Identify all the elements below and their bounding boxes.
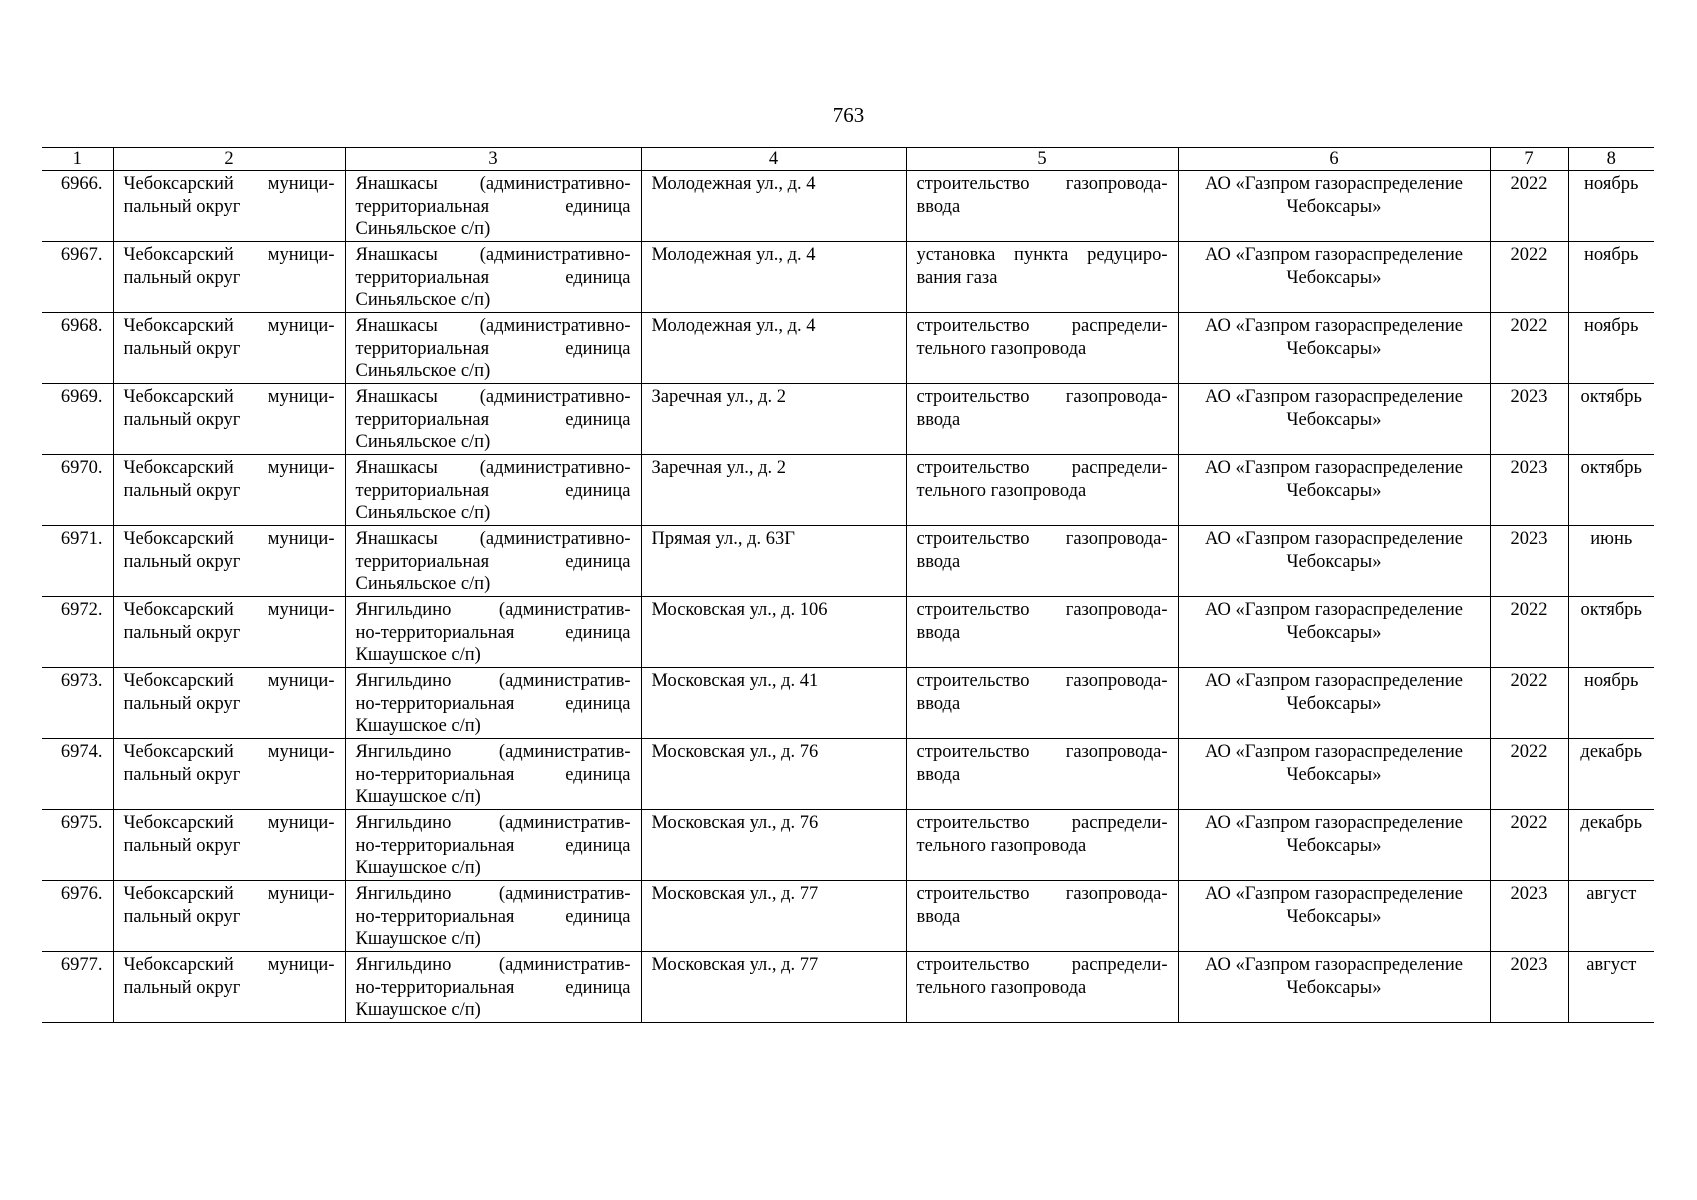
table-row: [42, 810, 1654, 881]
district-line-1: Чебоксарский муници-: [123, 955, 335, 975]
settlement-line-3: Кшаушское с/п): [355, 858, 481, 878]
district-line-1: Чебоксарский муници-: [123, 316, 335, 336]
district-line-1: Чебоксарский муници-: [123, 458, 335, 478]
address-cell: [641, 384, 906, 455]
organization-cell: [1178, 526, 1490, 597]
year-cell: [1490, 881, 1568, 952]
row-number-cell: [42, 810, 113, 881]
column-header: 2: [113, 148, 345, 171]
settlement-line-3: Синьяльское с/п): [355, 432, 491, 452]
year-cell: [1490, 739, 1568, 810]
row-number: 6974.: [60, 742, 103, 762]
gasification-table: [42, 147, 1654, 1023]
address-text: Московская ул., д. 77: [651, 955, 819, 975]
organization-line-1: АО «Газпром газораспределение: [1205, 458, 1463, 478]
row-number-cell: [42, 455, 113, 526]
column-header: 7: [1490, 148, 1568, 171]
row-number-cell: [42, 952, 113, 1023]
organization-cell: [1178, 597, 1490, 668]
table-row: [42, 384, 1654, 455]
organization-cell: [1178, 384, 1490, 455]
address-cell: [641, 810, 906, 881]
district-line-2: пальный округ: [123, 409, 241, 430]
column-header: 3: [345, 148, 641, 171]
column-header: 1: [42, 148, 113, 171]
district-line-2: пальный округ: [123, 906, 241, 927]
district-line-2: пальный округ: [123, 480, 241, 501]
work-type-cell: [906, 668, 1178, 739]
month-cell: [1568, 242, 1654, 313]
column-header: 4: [641, 148, 906, 171]
year-text: 2023: [1510, 955, 1548, 975]
organization-line-2: Чебоксары»: [1286, 764, 1382, 785]
organization-line-1: АО «Газпром газораспределение: [1205, 174, 1463, 194]
settlement-line-2: но-территориальная единица: [355, 906, 631, 927]
organization-cell: [1178, 171, 1490, 242]
column-number-row: [42, 148, 1654, 171]
year-cell: [1490, 668, 1568, 739]
organization-line-2: Чебоксары»: [1286, 906, 1382, 927]
year-text: 2022: [1510, 742, 1548, 762]
address-cell: [641, 739, 906, 810]
month-text: август: [1586, 955, 1637, 975]
table-row: [42, 668, 1654, 739]
settlement-cell: [345, 526, 641, 597]
table-row: [42, 526, 1654, 597]
work-type-line-1: строительство газопровода-: [916, 174, 1168, 194]
settlement-cell: [345, 171, 641, 242]
row-number-cell: [42, 313, 113, 384]
page-number: 763: [832, 103, 865, 127]
organization-line-2: Чебоксары»: [1286, 977, 1382, 998]
settlement-line-2: но-территориальная единица: [355, 835, 631, 856]
organization-line-1: АО «Газпром газораспределение: [1205, 600, 1463, 620]
organization-line-1: АО «Газпром газораспределение: [1205, 742, 1463, 762]
district-line-2: пальный округ: [123, 977, 241, 998]
year-cell: [1490, 313, 1568, 384]
organization-cell: [1178, 668, 1490, 739]
organization-line-1: АО «Газпром газораспределение: [1205, 884, 1463, 904]
settlement-line-1: Янашкасы (административно-: [355, 458, 631, 478]
address-text: Заречная ул., д. 2: [651, 387, 786, 407]
settlement-line-1: Янгильдино (административ-: [355, 600, 631, 620]
settlement-line-3: Синьяльское с/п): [355, 219, 491, 239]
organization-cell: [1178, 810, 1490, 881]
settlement-cell: [345, 881, 641, 952]
work-type-line-1: строительство распредели-: [916, 955, 1168, 975]
settlement-line-2: но-территориальная единица: [355, 693, 631, 714]
settlement-line-2: территориальная единица: [355, 338, 631, 359]
month-text: август: [1586, 884, 1637, 904]
district-line-2: пальный округ: [123, 551, 241, 572]
address-text: Молодежная ул., д. 4: [651, 245, 816, 265]
address-text: Заречная ул., д. 2: [651, 458, 786, 478]
settlement-line-2: но-территориальная единица: [355, 764, 631, 785]
organization-line-1: АО «Газпром газораспределение: [1205, 387, 1463, 407]
organization-cell: [1178, 242, 1490, 313]
district-line-2: пальный округ: [123, 835, 241, 856]
month-text: декабрь: [1580, 813, 1643, 833]
work-type-cell: [906, 597, 1178, 668]
year-cell: [1490, 526, 1568, 597]
settlement-line-2: территориальная единица: [355, 551, 631, 572]
settlement-line-2: территориальная единица: [355, 267, 631, 288]
work-type-cell: [906, 526, 1178, 597]
work-type-cell: [906, 881, 1178, 952]
row-number: 6972.: [60, 600, 103, 620]
column-header: 6: [1178, 148, 1490, 171]
district-line-1: Чебоксарский муници-: [123, 387, 335, 407]
settlement-line-3: Кшаушское с/п): [355, 1000, 481, 1020]
row-number: 6975.: [60, 813, 103, 833]
organization-line-2: Чебоксары»: [1286, 551, 1382, 572]
table-row: [42, 171, 1654, 242]
settlement-line-2: территориальная единица: [355, 196, 631, 217]
work-type-line-2: тельного газопровода: [916, 835, 1087, 856]
organization-line-2: Чебоксары»: [1286, 835, 1382, 856]
district-cell: [113, 810, 345, 881]
year-cell: [1490, 455, 1568, 526]
year-cell: [1490, 597, 1568, 668]
row-number: 6966.: [60, 174, 103, 194]
district-cell: [113, 455, 345, 526]
work-type-cell: [906, 810, 1178, 881]
year-text: 2023: [1510, 387, 1548, 407]
work-type-cell: [906, 952, 1178, 1023]
work-type-cell: [906, 313, 1178, 384]
work-type-line-1: строительство газопровода-: [916, 529, 1168, 549]
work-type-cell: [906, 455, 1178, 526]
settlement-line-2: но-территориальная единица: [355, 977, 631, 998]
column-header: 5: [906, 148, 1178, 171]
year-cell: [1490, 810, 1568, 881]
settlement-line-1: Янашкасы (административно-: [355, 245, 631, 265]
work-type-line-2: ввода: [916, 196, 961, 217]
year-text: 2022: [1510, 600, 1548, 620]
month-text: ноябрь: [1584, 245, 1639, 265]
row-number: 6976.: [60, 884, 103, 904]
work-type-line-1: строительство газопровода-: [916, 671, 1168, 691]
row-number: 6973.: [60, 671, 103, 691]
table-row: [42, 597, 1654, 668]
address-cell: [641, 668, 906, 739]
table-row: [42, 455, 1654, 526]
year-cell: [1490, 242, 1568, 313]
year-text: 2023: [1510, 458, 1548, 478]
address-text: Московская ул., д. 77: [651, 884, 819, 904]
month-cell: [1568, 952, 1654, 1023]
year-text: 2022: [1510, 671, 1548, 691]
month-cell: [1568, 810, 1654, 881]
settlement-line-3: Синьяльское с/п): [355, 503, 491, 523]
settlement-line-3: Синьяльское с/п): [355, 574, 491, 594]
district-line-1: Чебоксарский муници-: [123, 174, 335, 194]
work-type-line-2: ввода: [916, 764, 961, 785]
organization-cell: [1178, 313, 1490, 384]
settlement-line-3: Кшаушское с/п): [355, 645, 481, 665]
work-type-line-2: тельного газопровода: [916, 977, 1087, 998]
year-text: 2022: [1510, 174, 1548, 194]
work-type-line-1: строительство распредели-: [916, 813, 1168, 833]
row-number: 6970.: [60, 458, 103, 478]
month-text: октябрь: [1580, 387, 1642, 407]
settlement-line-2: но-территориальная единица: [355, 622, 631, 643]
work-type-line-1: строительство газопровода-: [916, 884, 1168, 904]
work-type-line-2: ввода: [916, 409, 961, 430]
district-line-2: пальный округ: [123, 693, 241, 714]
organization-cell: [1178, 455, 1490, 526]
row-number-cell: [42, 739, 113, 810]
district-line-1: Чебоксарский муници-: [123, 813, 335, 833]
row-number-cell: [42, 597, 113, 668]
row-number: 6969.: [60, 387, 103, 407]
address-cell: [641, 313, 906, 384]
address-cell: [641, 597, 906, 668]
address-text: Молодежная ул., д. 4: [651, 316, 816, 336]
month-text: октябрь: [1580, 600, 1642, 620]
row-number-cell: [42, 171, 113, 242]
settlement-cell: [345, 668, 641, 739]
district-cell: [113, 739, 345, 810]
work-type-cell: [906, 739, 1178, 810]
year-text: 2022: [1510, 245, 1548, 265]
year-cell: [1490, 171, 1568, 242]
month-cell: [1568, 739, 1654, 810]
work-type-line-1: строительство газопровода-: [916, 742, 1168, 762]
district-cell: [113, 526, 345, 597]
organization-line-1: АО «Газпром газораспределение: [1205, 813, 1463, 833]
settlement-cell: [345, 739, 641, 810]
address-text: Московская ул., д. 76: [651, 813, 819, 833]
settlement-cell: [345, 952, 641, 1023]
settlement-line-3: Кшаушское с/п): [355, 716, 481, 736]
month-cell: [1568, 526, 1654, 597]
year-text: 2022: [1510, 316, 1548, 336]
district-cell: [113, 597, 345, 668]
district-line-2: пальный округ: [123, 764, 241, 785]
address-cell: [641, 455, 906, 526]
settlement-line-3: Кшаушское с/п): [355, 929, 481, 949]
district-cell: [113, 171, 345, 242]
month-cell: [1568, 881, 1654, 952]
table-body: [42, 171, 1654, 1023]
work-type-line-2: тельного газопровода: [916, 338, 1087, 359]
settlement-line-2: территориальная единица: [355, 480, 631, 501]
settlement-cell: [345, 810, 641, 881]
month-text: декабрь: [1580, 742, 1643, 762]
table-header: [42, 148, 1654, 171]
year-cell: [1490, 384, 1568, 455]
work-type-line-1: строительство распредели-: [916, 316, 1168, 336]
work-type-line-2: ввода: [916, 622, 961, 643]
district-line-1: Чебоксарский муници-: [123, 884, 335, 904]
settlement-cell: [345, 455, 641, 526]
year-cell: [1490, 952, 1568, 1023]
table-row: [42, 739, 1654, 810]
month-cell: [1568, 455, 1654, 526]
address-cell: [641, 952, 906, 1023]
settlement-line-1: Янгильдино (административ-: [355, 813, 631, 833]
settlement-line-1: Янгильдино (административ-: [355, 671, 631, 691]
row-number: 6971.: [60, 529, 103, 549]
settlement-line-1: Янашкасы (административно-: [355, 174, 631, 194]
month-cell: [1568, 171, 1654, 242]
district-cell: [113, 952, 345, 1023]
organization-cell: [1178, 739, 1490, 810]
year-text: 2023: [1510, 884, 1548, 904]
district-cell: [113, 881, 345, 952]
district-cell: [113, 384, 345, 455]
district-line-1: Чебоксарский муници-: [123, 671, 335, 691]
year-text: 2023: [1510, 529, 1548, 549]
work-type-cell: [906, 384, 1178, 455]
organization-line-2: Чебоксары»: [1286, 196, 1382, 217]
month-text: ноябрь: [1584, 316, 1639, 336]
table-row: [42, 952, 1654, 1023]
district-line-2: пальный округ: [123, 196, 241, 217]
row-number-cell: [42, 668, 113, 739]
district-cell: [113, 668, 345, 739]
row-number: 6968.: [60, 316, 103, 336]
organization-line-1: АО «Газпром газораспределение: [1205, 671, 1463, 691]
address-text: Московская ул., д. 76: [651, 742, 819, 762]
month-text: ноябрь: [1584, 174, 1639, 194]
work-type-line-2: ввода: [916, 551, 961, 572]
row-number: 6967.: [60, 245, 103, 265]
settlement-cell: [345, 597, 641, 668]
row-number-cell: [42, 881, 113, 952]
month-text: июнь: [1590, 529, 1633, 549]
district-line-1: Чебоксарский муници-: [123, 742, 335, 762]
month-cell: [1568, 597, 1654, 668]
district-cell: [113, 313, 345, 384]
organization-line-2: Чебоксары»: [1286, 693, 1382, 714]
organization-line-1: АО «Газпром газораспределение: [1205, 955, 1463, 975]
district-line-1: Чебоксарский муници-: [123, 600, 335, 620]
address-text: Прямая ул., д. 63Г: [651, 529, 795, 549]
month-cell: [1568, 668, 1654, 739]
month-text: ноябрь: [1584, 671, 1639, 691]
settlement-line-3: Кшаушское с/п): [355, 787, 481, 807]
organization-line-2: Чебоксары»: [1286, 480, 1382, 501]
organization-line-2: Чебоксары»: [1286, 267, 1382, 288]
address-text: Молодежная ул., д. 4: [651, 174, 816, 194]
settlement-cell: [345, 242, 641, 313]
district-line-1: Чебоксарский муници-: [123, 529, 335, 549]
settlement-line-1: Янгильдино (административ-: [355, 955, 631, 975]
month-cell: [1568, 313, 1654, 384]
address-cell: [641, 881, 906, 952]
work-type-cell: [906, 171, 1178, 242]
organization-line-2: Чебоксары»: [1286, 622, 1382, 643]
work-type-line-1: установка пункта редуциро-: [916, 245, 1168, 265]
row-number: 6977.: [60, 955, 103, 975]
month-cell: [1568, 384, 1654, 455]
year-text: 2022: [1510, 813, 1548, 833]
work-type-line-2: ввода: [916, 693, 961, 714]
work-type-line-2: тельного газопровода: [916, 480, 1087, 501]
work-type-cell: [906, 242, 1178, 313]
organization-line-1: АО «Газпром газораспределение: [1205, 245, 1463, 265]
settlement-line-3: Синьяльское с/п): [355, 361, 491, 381]
district-line-1: Чебоксарский муници-: [123, 245, 335, 265]
district-line-2: пальный округ: [123, 267, 241, 288]
organization-line-2: Чебоксары»: [1286, 409, 1382, 430]
settlement-line-1: Янгильдино (административ-: [355, 884, 631, 904]
work-type-line-1: строительство газопровода-: [916, 600, 1168, 620]
organization-line-2: Чебоксары»: [1286, 338, 1382, 359]
row-number-cell: [42, 526, 113, 597]
table-row: [42, 881, 1654, 952]
column-header: 8: [1568, 148, 1654, 171]
district-line-2: пальный округ: [123, 622, 241, 643]
settlement-line-2: территориальная единица: [355, 409, 631, 430]
settlement-line-1: Янашкасы (административно-: [355, 387, 631, 407]
work-type-line-1: строительство газопровода-: [916, 387, 1168, 407]
organization-line-1: АО «Газпром газораспределение: [1205, 316, 1463, 336]
work-type-line-2: ввода: [916, 906, 961, 927]
work-type-line-1: строительство распредели-: [916, 458, 1168, 478]
settlement-cell: [345, 313, 641, 384]
table-row: [42, 313, 1654, 384]
settlement-line-1: Янашкасы (административно-: [355, 529, 631, 549]
address-cell: [641, 526, 906, 597]
row-number-cell: [42, 242, 113, 313]
address-cell: [641, 242, 906, 313]
address-cell: [641, 171, 906, 242]
district-cell: [113, 242, 345, 313]
district-line-2: пальный округ: [123, 338, 241, 359]
address-text: Московская ул., д. 106: [651, 600, 828, 620]
table-row: [42, 242, 1654, 313]
organization-line-1: АО «Газпром газораспределение: [1205, 529, 1463, 549]
organization-cell: [1178, 881, 1490, 952]
row-number-cell: [42, 384, 113, 455]
settlement-line-1: Янгильдино (административ-: [355, 742, 631, 762]
address-text: Московская ул., д. 41: [651, 671, 819, 691]
settlement-line-1: Янашкасы (административно-: [355, 316, 631, 336]
month-text: октябрь: [1580, 458, 1642, 478]
work-type-line-2: вания газа: [916, 267, 998, 288]
settlement-cell: [345, 384, 641, 455]
organization-cell: [1178, 952, 1490, 1023]
settlement-line-3: Синьяльское с/п): [355, 290, 491, 310]
